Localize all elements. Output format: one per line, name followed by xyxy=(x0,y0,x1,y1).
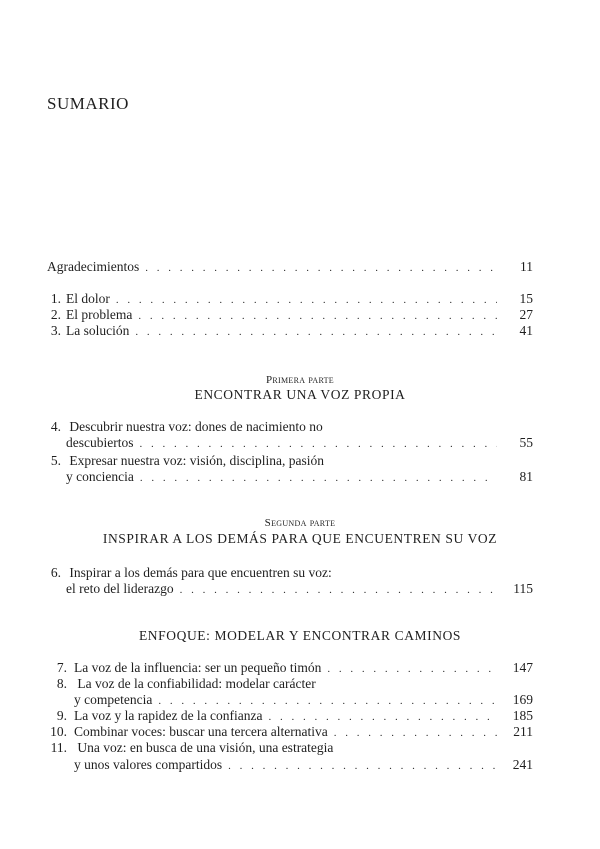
dot-leader xyxy=(158,693,497,709)
page-title: SUMARIO xyxy=(47,94,129,113)
toc-entry-acknowledgements xyxy=(47,259,533,276)
toc-entry-title: Agradecimientos xyxy=(47,259,140,274)
toc-entry-page: 55 xyxy=(519,435,533,450)
toc-entry-chapter-2 xyxy=(47,307,533,324)
toc-entry-title: La voz y la rapidez de la confianza xyxy=(74,708,263,723)
toc-entry-title: Una voz: en busca de una visión, una estrategia xyxy=(77,740,334,755)
toc-entry-chapter-5-line2 xyxy=(66,469,533,486)
toc-entry-chapter-4-line1 xyxy=(47,419,323,435)
toc-entry-chapter-10 xyxy=(47,724,533,741)
toc-entry-title: La voz de la influencia: ser un pequeño timón xyxy=(74,660,322,675)
toc-entry-number: 10. xyxy=(50,724,67,739)
toc-entry-chapter-8-line2 xyxy=(74,692,533,709)
toc-entry-page: 185 xyxy=(512,708,533,723)
part-title: ENCONTRAR UNA VOZ PROPIA xyxy=(194,387,406,402)
dot-leader xyxy=(334,725,497,741)
toc-entry-page: 241 xyxy=(512,757,533,772)
dot-leader xyxy=(140,470,497,486)
toc-entry-chapter-5-line1 xyxy=(47,453,324,469)
toc-entry-chapter-11-line2 xyxy=(74,757,533,774)
toc-entry-page: 115 xyxy=(513,581,533,596)
toc-entry-title-continued: descubiertos xyxy=(66,435,134,450)
toc-entry-number: 9. xyxy=(56,708,67,723)
toc-entry-title: Descubrir nuestra voz: dones de nacimiento no xyxy=(69,419,323,434)
toc-entry-title: Expresar nuestra voz: visión, disciplina, pasión xyxy=(69,453,324,468)
dot-leader xyxy=(139,436,497,452)
toc-entry-page: 169 xyxy=(512,692,533,707)
section-title: ENFOQUE: MODELAR Y ENCONTRAR CAMINOS xyxy=(138,628,462,643)
toc-entry-chapter-11-line1 xyxy=(47,740,333,756)
toc-entry-title: La solución xyxy=(66,323,130,338)
toc-entry-number: 8. xyxy=(56,676,67,691)
toc-entry-chapter-3 xyxy=(47,323,533,340)
toc-entry-title-continued: y competencia xyxy=(74,692,153,707)
dot-leader xyxy=(116,292,497,308)
dot-leader xyxy=(145,260,497,276)
toc-entry-chapter-4-line2 xyxy=(66,435,533,452)
toc-entry-number: 7. xyxy=(56,660,67,675)
part-label: Primera parte xyxy=(265,374,334,386)
toc-entry-title: Combinar voces: buscar una tercera alternativa xyxy=(74,724,328,739)
toc-entry-chapter-9 xyxy=(47,708,533,725)
toc-entry-page: 41 xyxy=(519,323,533,338)
dot-leader xyxy=(228,758,497,774)
toc-entry-number: 4. xyxy=(50,419,61,434)
toc-entry-title-continued: y unos valores compartidos xyxy=(74,757,223,772)
toc-entry-title: Inspirar a los demás para que encuentren su voz: xyxy=(69,565,332,580)
toc-entry-chapter-1 xyxy=(47,291,533,308)
toc-entry-page: 11 xyxy=(520,259,533,274)
toc-entry-title: El problema xyxy=(66,307,133,322)
toc-entry-page: 147 xyxy=(512,660,533,675)
toc-entry-chapter-6-line1 xyxy=(47,565,332,581)
toc-entry-page: 15 xyxy=(519,291,533,306)
toc-entry-title-continued: el reto del liderazgo xyxy=(66,581,174,596)
toc-entry-page: 211 xyxy=(513,724,533,739)
toc-entry-title: La voz de la confiabilidad: modelar carácter xyxy=(77,676,316,691)
toc-entry-title: El dolor xyxy=(66,291,110,306)
dot-leader xyxy=(138,308,497,324)
dot-leader xyxy=(269,709,497,725)
toc-entry-number: 6. xyxy=(50,565,61,580)
toc-entry-number: 3. xyxy=(50,323,61,338)
dot-leader xyxy=(180,582,497,598)
toc-entry-number: 5. xyxy=(50,453,61,468)
toc-entry-number: 1. xyxy=(50,291,61,306)
toc-entry-page: 81 xyxy=(519,469,533,484)
toc-entry-chapter-7 xyxy=(47,660,533,677)
dot-leader xyxy=(327,661,497,677)
toc-entry-chapter-6-line2 xyxy=(66,581,533,598)
toc-entry-title-continued: y conciencia xyxy=(66,469,134,484)
part-label: Segunda parte xyxy=(264,517,336,529)
toc-entry-number: 11. xyxy=(50,740,67,755)
toc-entry-chapter-8-line1 xyxy=(47,676,316,692)
dot-leader xyxy=(135,324,497,340)
part-title: INSPIRAR A LOS DEMÁS PARA QUE ENCUENTREN SU VOZ xyxy=(102,531,498,546)
toc-entry-number: 2. xyxy=(50,307,61,322)
toc-entry-page: 27 xyxy=(519,307,533,322)
